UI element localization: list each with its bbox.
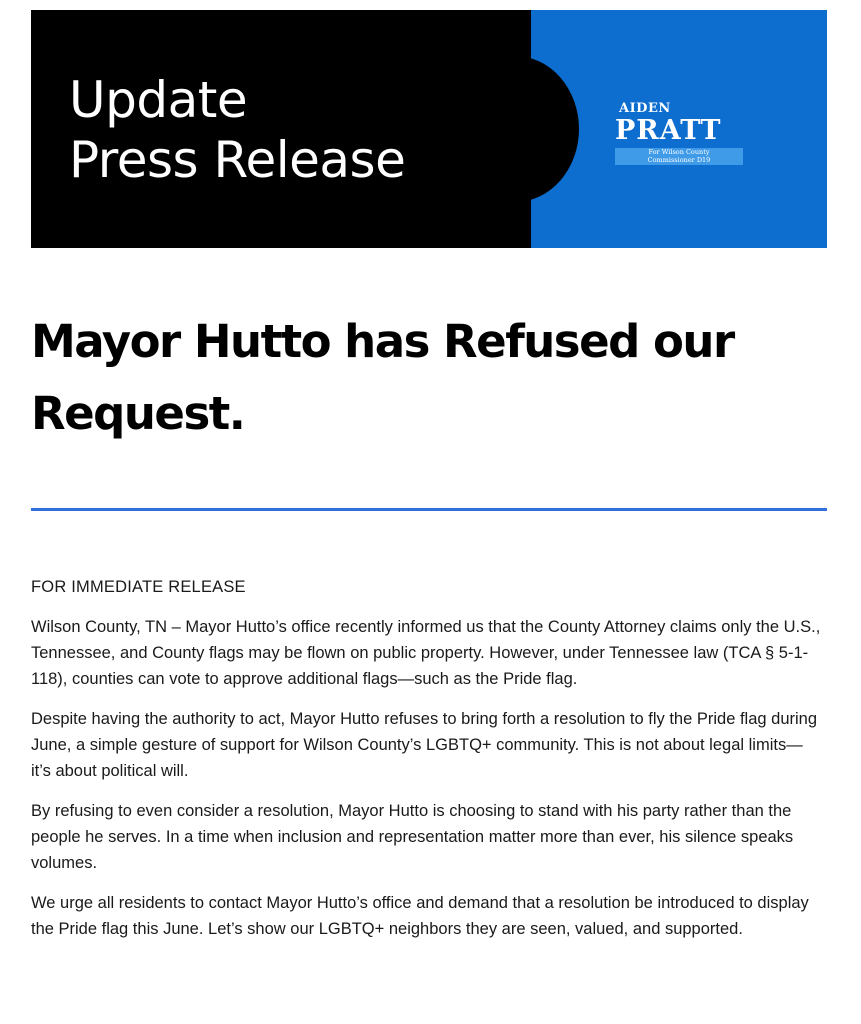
body-paragraph-4: We urge all residents to contact Mayor Hutto’s office and demand that a resolution be introduced to display the Pride flag this June. Let’s show our LGBTQ+ neighbors they are seen, valued, and supported. bbox=[31, 894, 809, 938]
divider bbox=[31, 508, 827, 511]
logo-tagline-line-2: Commissioner D19 bbox=[647, 155, 711, 164]
logo-tagline-line-1: For Wilson County bbox=[648, 148, 710, 156]
logo-first-name: AIDEN bbox=[619, 101, 671, 116]
release-label: FOR IMMEDIATE RELEASE bbox=[31, 578, 246, 596]
body-paragraph-3: By refusing to even consider a resolution, Mayor Hutto is choosing to stand with his party rather than the people he serves. In a time when inclusion and representation matter more than ever, his silence speaks volumes. bbox=[31, 802, 794, 872]
body-paragraph-1: Wilson County, TN – Mayor Hutto’s office recently informed us that the County Attorney claims only the U.S., Tennessee, and County flags may be flown on public property. However, under Tennessee law (TCA § 5-1-118), counties can vote to approve additional flags—such as the Pride flag. bbox=[31, 618, 821, 688]
banner-title bbox=[69, 70, 405, 190]
banner-title-line-1: Update bbox=[69, 71, 248, 129]
body-paragraph-2: Despite having the authority to act, Mayor Hutto refuses to bring forth a resolution to fly the Pride flag during June, a simple gesture of support for Wilson County’s LGBTQ+ community. This is not about legal limits—it’s about political will. bbox=[31, 710, 818, 780]
press-release-banner bbox=[31, 10, 827, 248]
banner-title-line-2: Press Release bbox=[69, 131, 406, 189]
headline: Mayor Hutto has Refused our Request. bbox=[31, 315, 734, 440]
campaign-logo bbox=[615, 102, 745, 165]
banner-curve-shape bbox=[451, 56, 579, 202]
press-release-body bbox=[31, 574, 821, 956]
logo-tagline bbox=[615, 148, 743, 165]
logo-last-name: PRATT bbox=[615, 115, 722, 146]
